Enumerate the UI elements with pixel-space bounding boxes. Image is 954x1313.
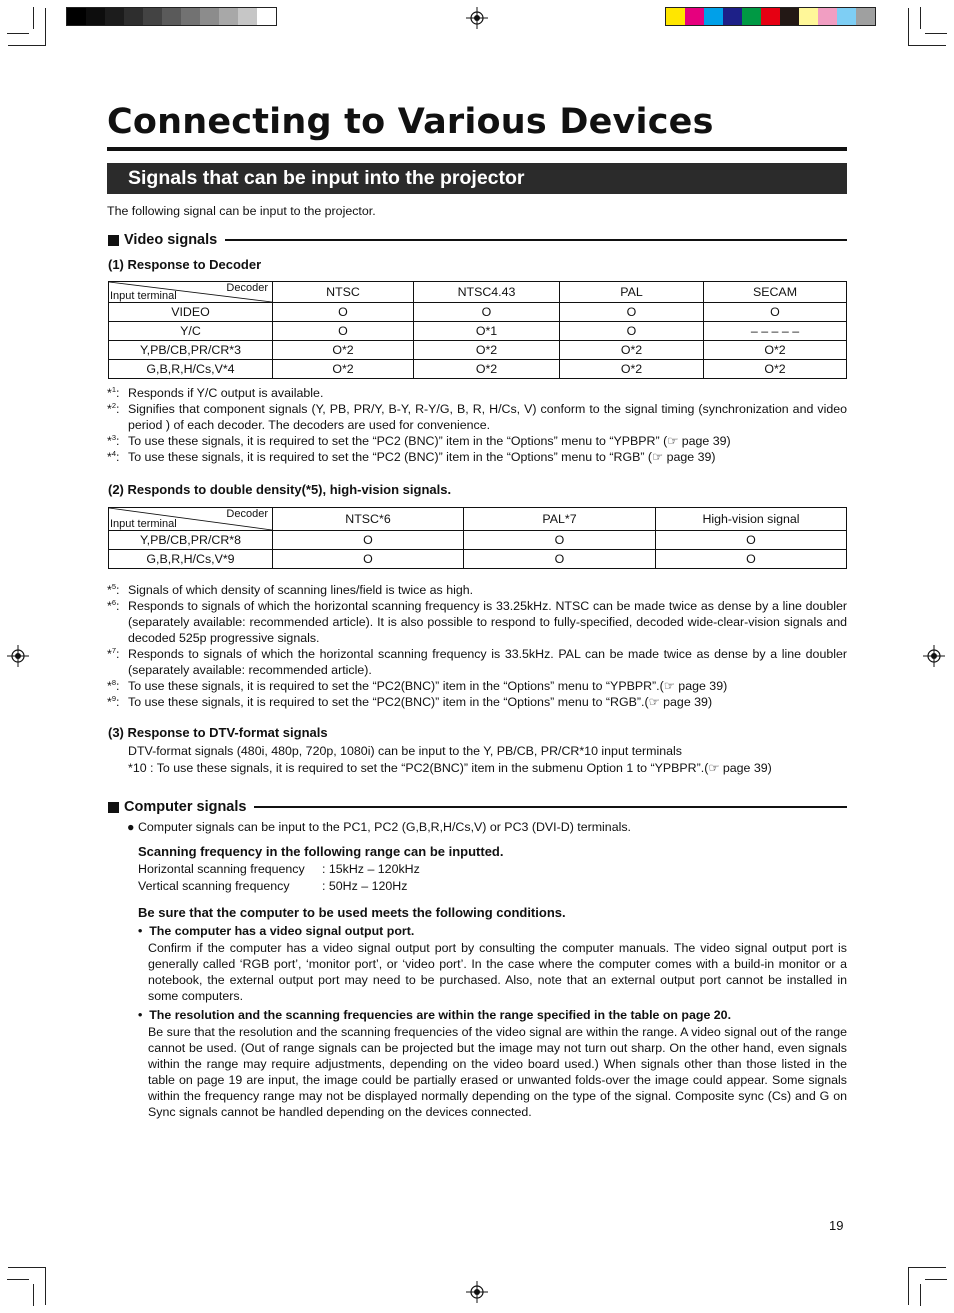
condition-2-title-text: The resolution and the scanning frequencies are within the range specified in the table on page 20. xyxy=(149,1008,732,1022)
title-rule xyxy=(107,147,847,151)
table-header-row xyxy=(109,282,847,303)
table-cell: O xyxy=(414,303,560,322)
intro-text: The following signal can be input to the projector. xyxy=(107,204,376,218)
footnote-1 xyxy=(107,385,847,401)
footnote-mark: *$^8$: xyxy=(107,677,120,693)
crop-mark xyxy=(8,1267,46,1268)
crop-mark xyxy=(33,7,34,29)
row-label: G,B,R,H/Cs,V*4 xyxy=(109,360,273,379)
crop-mark xyxy=(908,1267,946,1268)
square-bullet-icon xyxy=(108,235,119,246)
footnote-text: Responds if Y/C output is available. xyxy=(128,386,324,400)
row-label: G,B,R,H/Cs,V*9 xyxy=(109,550,273,569)
table-row xyxy=(109,531,847,550)
gray-swatch-bar xyxy=(66,7,277,26)
table-cell: O*2 xyxy=(560,341,704,360)
color-swatch xyxy=(666,8,685,25)
color-swatch xyxy=(856,8,875,25)
corner-input-label: Input terminal xyxy=(110,518,177,530)
table-cell: O xyxy=(464,531,656,550)
table-cell: O xyxy=(560,303,704,322)
computer-signals-heading xyxy=(108,799,847,815)
footnote-text: To use these signals, it is required to set the “PC2 (BNC)” item in the “Options” menu to “RGB” (☞ page 39) xyxy=(128,450,716,464)
crop-mark xyxy=(908,45,946,46)
crop-mark xyxy=(925,1279,947,1280)
crop-mark xyxy=(925,33,947,34)
crop-mark xyxy=(45,1267,46,1305)
heading-rule xyxy=(254,806,847,808)
bullet-dot-icon: • xyxy=(138,924,150,938)
h-scan-label: Horizontal scanning frequency xyxy=(138,862,305,876)
color-swatch xyxy=(124,8,143,25)
footnote-text: To use these signals, it is required to set the “PC2(BNC)” item in the “Options” menu to “RGB”.(☞ page 39) xyxy=(128,695,713,709)
footnote-mark: *$^4$: xyxy=(107,448,120,464)
table-cell: O xyxy=(273,531,464,550)
decoder-heading: (1) Response to Decoder xyxy=(108,257,262,272)
color-swatch xyxy=(799,8,818,25)
footnote-2 xyxy=(107,401,847,433)
footnote-mark: *$^7$: xyxy=(107,645,120,661)
condition-2-text: Be sure that the resolution and the scanning frequencies of the video signal are within the range. A video signal out of the range cannot be used. (Out of range signals can be projected but the image may not turn out sharp. On the other hand, even signals within the range may require adjustments, depending on the video board used.) When signals other than those listed in the table on page 19 are input, the image could be partially erased or unwanted folds-over the image could appear. Some signals within the frequency range may not be displayed normally depending on the type of the signal. Composite sync (Cs) and G on Sync signals cannot be handled depending on the devices connected. xyxy=(148,1025,847,1119)
dtv-heading: (3) Response to DTV-format signals xyxy=(108,725,328,740)
column-header: NTSC xyxy=(273,282,414,303)
row-label: Y,PB/CB,PR/CR*3 xyxy=(109,341,273,360)
corner-input-label: Input terminal xyxy=(110,290,177,302)
registration-mark-icon xyxy=(466,1281,488,1303)
footnote-text: Signals of which density of scanning lines/field is twice as high. xyxy=(128,583,474,597)
footnote-text: Signifies that component signals (Y, PB, PR/Y, B-Y, R-Y/G, B, R, H/Cs, V) conform to the signal timing (synchronization and video period ) of each decoder. The decoders are used for convenience. xyxy=(128,402,847,432)
footnote-mark: *$^9$: xyxy=(107,693,120,709)
double-density-table xyxy=(108,507,847,569)
square-bullet-icon xyxy=(108,802,119,813)
scan-heading: Scanning frequency in the following range can be inputted. xyxy=(138,844,504,859)
color-swatch xyxy=(818,8,837,25)
table-cell: – – – – – xyxy=(704,322,847,341)
corner-decoder-label: Decoder xyxy=(226,282,268,294)
computer-bullet-text: Computer signals can be input to the PC1, PC2 (G,B,R,H/Cs,V) or PC3 (DVI-D) terminals. xyxy=(137,820,631,834)
double-density-heading: (2) Responds to double density(*5), high-vision signals. xyxy=(108,482,452,497)
footnote-mark: *$^6$: xyxy=(107,597,120,613)
color-swatch-bar xyxy=(665,7,876,26)
condition-2-title xyxy=(138,1008,731,1022)
table-cell: O*2 xyxy=(273,360,414,379)
footnote-9 xyxy=(107,694,847,710)
conditions-heading: Be sure that the computer to be used meets the following conditions. xyxy=(138,905,566,920)
color-swatch xyxy=(86,8,105,25)
decoder-table xyxy=(108,281,847,379)
column-header: PAL*7 xyxy=(464,508,656,531)
table-cell: O xyxy=(656,531,847,550)
color-swatch xyxy=(704,8,723,25)
color-swatch xyxy=(162,8,181,25)
crop-mark xyxy=(8,45,46,46)
table-cell: O xyxy=(273,550,464,569)
color-swatch xyxy=(219,8,238,25)
color-swatch xyxy=(761,8,780,25)
video-signals-label: Video signals xyxy=(124,232,218,248)
dtv-line: DTV-format signals (480i, 480p, 720p, 1080i) can be input to the Y, PB/CB, PR/CR*10 input terminals xyxy=(128,744,682,758)
footnote-4 xyxy=(107,449,847,465)
crop-mark xyxy=(920,7,921,29)
footnote-7 xyxy=(107,646,847,678)
color-swatch xyxy=(105,8,124,25)
row-label: Y/C xyxy=(109,322,273,341)
table-cell: O*2 xyxy=(414,360,560,379)
footnote-6 xyxy=(107,598,847,646)
bullet-dot-icon: ● xyxy=(127,820,135,834)
color-swatch xyxy=(723,8,742,25)
table-cell: O*2 xyxy=(704,360,847,379)
h-scan-value: : 15kHz – 120kHz xyxy=(322,862,420,876)
heading-rule xyxy=(225,239,847,241)
table-cell: O xyxy=(560,322,704,341)
column-header: NTSC4.43 xyxy=(414,282,560,303)
table-cell: O*2 xyxy=(273,341,414,360)
row-label: Y,PB/CB,PR/CR*8 xyxy=(109,531,273,550)
footnote-text: Responds to signals of which the horizontal scanning frequency is 33.25kHz. NTSC can be made twice as dense by a line doubler (separately available: recommended article). It is also possible to respond to fully-specified, decoded wide-clear-vision signals and decoded 525p progressive signals. xyxy=(128,599,847,645)
registration-mark-icon xyxy=(7,645,29,667)
registration-mark-icon xyxy=(923,645,945,667)
table-cell: O xyxy=(273,322,414,341)
footnote-3 xyxy=(107,433,847,449)
row-label: VIDEO xyxy=(109,303,273,322)
footnote-mark: *$^2$: xyxy=(107,400,120,416)
crop-mark xyxy=(908,1267,909,1305)
condition-1-text: Confirm if the computer has a video signal output port by consulting the computer manuals. The video signal output port is generally called ‘RGB port’, ‘monitor port’, or ‘video port’. In the case where the computer comes with a build-in monitor or a notebook, the external output port may need to be purchased. Also, note that an external output port cannot be installed in some computers. xyxy=(148,941,847,1003)
footnote-5 xyxy=(107,582,847,598)
computer-signals-label: Computer signals xyxy=(124,799,247,815)
footnote-mark: *$^3$: xyxy=(107,432,120,448)
color-swatch xyxy=(742,8,761,25)
crop-mark xyxy=(908,8,909,46)
crop-mark xyxy=(33,1284,34,1306)
corner-decoder-label: Decoder xyxy=(226,508,268,520)
footnote-text: To use these signals, it is required to set the “PC2(BNC)” item in the “Options” menu to “YPBPR”.(☞ page 39) xyxy=(128,679,728,693)
table-header-row xyxy=(109,508,847,531)
crop-mark xyxy=(7,33,29,34)
table-cell: O*2 xyxy=(704,341,847,360)
bullet-dot-icon: • xyxy=(138,1008,150,1022)
dtv-note: *10 : To use these signals, it is required to set the “PC2(BNC)” item in the submenu Option 1 to “YPBPR”.(☞ page 39) xyxy=(128,761,772,775)
table-cell: O xyxy=(656,550,847,569)
table-cell: O*2 xyxy=(414,341,560,360)
table-cell: O*1 xyxy=(414,322,560,341)
table-cell: O xyxy=(704,303,847,322)
table-cell: O*2 xyxy=(560,360,704,379)
footnote-mark: *$^5$: xyxy=(107,581,120,597)
v-scan-value: : 50Hz – 120Hz xyxy=(322,879,408,893)
table-corner-cell xyxy=(109,282,273,303)
column-header: PAL xyxy=(560,282,704,303)
crop-mark xyxy=(7,1279,29,1280)
table-cell: O xyxy=(464,550,656,569)
footnote-8 xyxy=(107,678,847,694)
column-header: SECAM xyxy=(704,282,847,303)
v-scan-label: Vertical scanning frequency xyxy=(138,879,290,893)
color-swatch xyxy=(143,8,162,25)
color-swatch xyxy=(67,8,86,25)
color-swatch xyxy=(238,8,257,25)
table-row xyxy=(109,341,847,360)
table-row xyxy=(109,303,847,322)
table-row xyxy=(109,550,847,569)
crop-mark xyxy=(45,8,46,46)
color-swatch xyxy=(837,8,856,25)
video-signals-heading xyxy=(108,232,847,248)
crop-mark xyxy=(920,1284,921,1306)
column-header: NTSC*6 xyxy=(273,508,464,531)
section-title: Signals that can be input into the projector xyxy=(107,163,847,194)
page-number: 19 xyxy=(829,1218,844,1233)
table-row xyxy=(109,322,847,341)
table-corner-cell xyxy=(109,508,273,531)
color-swatch xyxy=(200,8,219,25)
registration-mark-icon xyxy=(466,7,488,29)
color-swatch xyxy=(685,8,704,25)
color-swatch xyxy=(780,8,799,25)
table-row xyxy=(109,360,847,379)
column-header: High-vision signal xyxy=(656,508,847,531)
condition-1-title-text: The computer has a video signal output port. xyxy=(149,924,415,938)
footnote-text: Responds to signals of which the horizontal scanning frequency is 33.5kHz. PAL can be made twice as dense by a line doubler (separately available: recommended article). xyxy=(128,647,847,677)
color-swatch xyxy=(257,8,276,25)
table-cell: O xyxy=(273,303,414,322)
color-swatch xyxy=(181,8,200,25)
page-title: Connecting to Various Devices xyxy=(107,102,714,142)
computer-bullet xyxy=(127,820,631,834)
footnote-mark: *$^1$: xyxy=(107,384,120,400)
footnote-text: To use these signals, it is required to set the “PC2 (BNC)” item in the “Options” menu to “YPBPR” (☞ page 39) xyxy=(128,434,731,448)
condition-1-title xyxy=(138,924,414,938)
